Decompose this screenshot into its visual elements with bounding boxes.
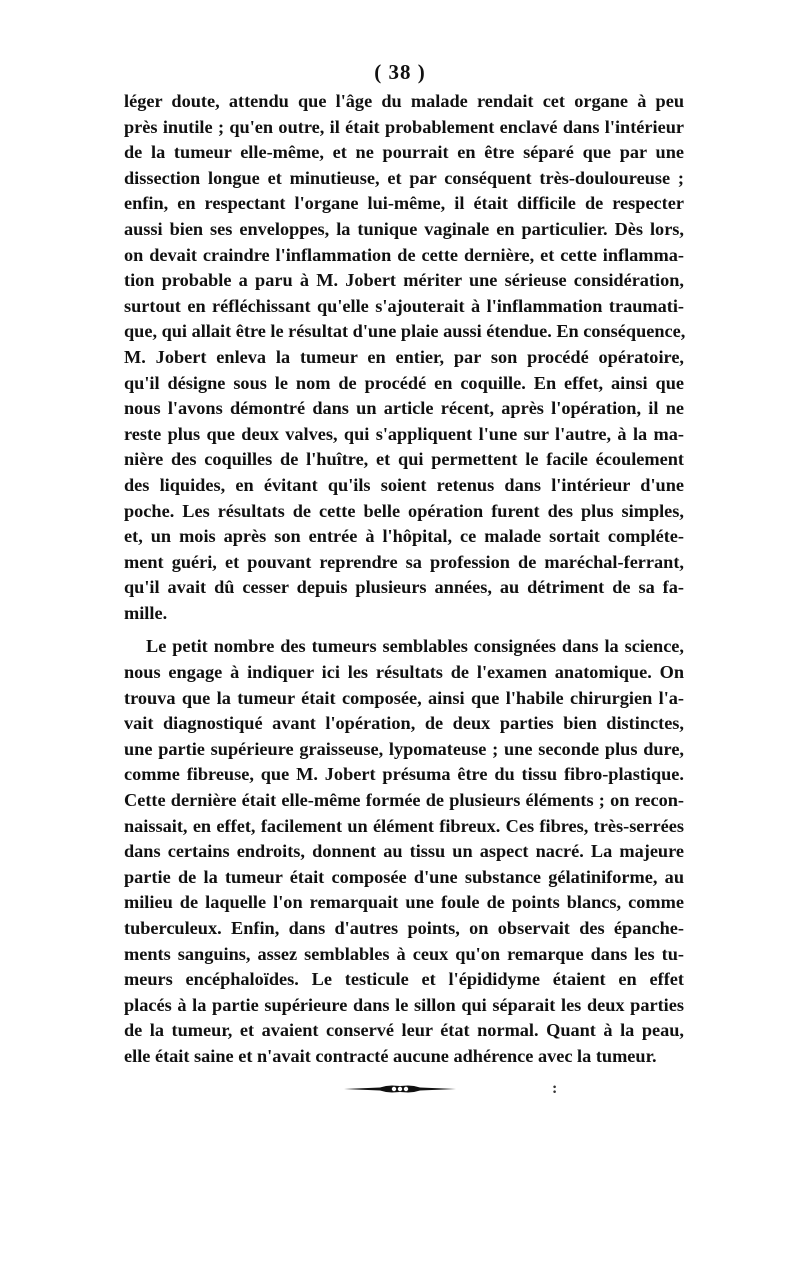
text-line: surtout en réfléchissant qu'elle s'ajouterait à l'inflammation traumati- — [124, 295, 684, 316]
text-line: mille. — [124, 602, 168, 623]
text-line: elle était saine et n'avait contracté aucune adhérence avec la tumeur. — [124, 1045, 657, 1066]
text-line: près inutile ; qu'en outre, il était probablement enclavé dans l'intérieur — [124, 116, 684, 137]
text-line: partie de la tumeur était composée d'une substance gélatiniforme, au — [124, 866, 684, 887]
text-line: placés à la partie supérieure dans le sillon qui séparait les deux parties — [124, 994, 684, 1015]
text-line: ment guéri, et pouvant reprendre sa profession de maréchal-ferrant, — [124, 551, 684, 572]
text-line: de la tumeur elle-même, et ne pourrait en être séparé que par une — [124, 142, 684, 163]
text-line: de la tumeur, et avaient conservé leur état normal. Quant à la peau, — [124, 1020, 684, 1041]
text-line: on devait craindre l'inflammation de cette dernière, et cette inflamma- — [124, 244, 684, 265]
ornament-rule-icon — [340, 1079, 460, 1099]
text-line: ments sanguins, assez semblables à ceux qu'on remarque dans les tu- — [124, 943, 684, 964]
text-line: nous engage à indiquer ici les résultats de l'examen anatomique. On — [124, 662, 684, 683]
text-line: reste plus que deux valves, qui s'appliquent l'une sur l'autre, à la ma- — [124, 423, 684, 444]
text-line: nous l'avons démontré dans un article récent, après l'opération, il ne — [124, 398, 684, 419]
text-line: comme fibreuse, que M. Jobert présuma être du tissu fibro-plastique. — [124, 764, 684, 785]
text-line: des liquides, en évitant qu'ils soient retenus dans l'intérieur d'une — [124, 474, 684, 495]
text-line: M. Jobert enleva la tumeur en entier, par son procédé opératoire, — [124, 346, 684, 367]
paragraph-gap — [124, 626, 684, 634]
text-line: nière des coquilles de l'huître, et qui permettent le facile écoulement — [124, 449, 684, 470]
text-line: enfin, en respectant l'organe lui-même, il était difficile de respecter — [124, 193, 684, 214]
paragraph-2 — [124, 634, 684, 1069]
body-text — [124, 89, 684, 1070]
text-line: meurs encéphaloïdes. Le testicule et l'épididyme étaient en effet — [124, 969, 684, 990]
text-line: tuberculeux. Enfin, dans d'autres points, on observait des épanche- — [124, 918, 684, 938]
text-line: qu'il avait dû cesser depuis plusieurs années, au détriment de sa fa- — [124, 577, 684, 598]
text-line: et, un mois après son entrée à l'hôpital, ce malade sortait compléte- — [124, 526, 684, 547]
page-number: ( 38 ) — [374, 60, 426, 84]
text-line: qu'il désigne sous le nom de procédé en coquille. En effet, ainsi que — [124, 372, 684, 393]
paragraph-1 — [124, 89, 684, 626]
text-line: trouva que la tumeur était composée, ainsi que l'habile chirurgien l'a- — [124, 687, 684, 708]
text-line: milieu de laquelle l'on remarquait une foule de points blancs, comme — [124, 892, 684, 913]
end-ornament — [0, 1079, 800, 1099]
text-line: Cette dernière était elle-même formée de plusieurs éléments ; on recon- — [124, 790, 684, 811]
text-line: dissection longue et minutieuse, et par conséquent très-douloureuse ; — [124, 167, 684, 188]
text-line: vait diagnostiqué avant l'opération, de deux parties bien distinctes, — [124, 713, 684, 734]
text-line: aussi bien ses enveloppes, la tunique vaginale en particulier. Dès lors, — [124, 218, 684, 239]
stray-mark: : — [552, 1080, 558, 1097]
text-line: une partie supérieure graisseuse, lypomateuse ; une seconde plus dure, — [124, 738, 684, 759]
text-line: naissait, en effet, facilement un élément fibreux. Ces fibres, très-serrées — [124, 815, 684, 836]
text-line: Le petit nombre des tumeurs semblables consignées dans la science, — [146, 636, 684, 657]
text-line: tion probable a paru à M. Jobert mériter une sérieuse considération, — [124, 270, 684, 291]
text-line: dans certains endroits, donnent au tissu un aspect nacré. La majeure — [124, 841, 684, 862]
text-line: poche. Les résultats de cette belle opération furent des plus simples, — [124, 500, 684, 521]
text-line: léger doute, attendu que l'âge du malade rendait cet organe à peu — [124, 91, 684, 111]
text-line: que, qui allait être le résultat d'une plaie aussi étendue. En conséquence, — [124, 321, 686, 342]
